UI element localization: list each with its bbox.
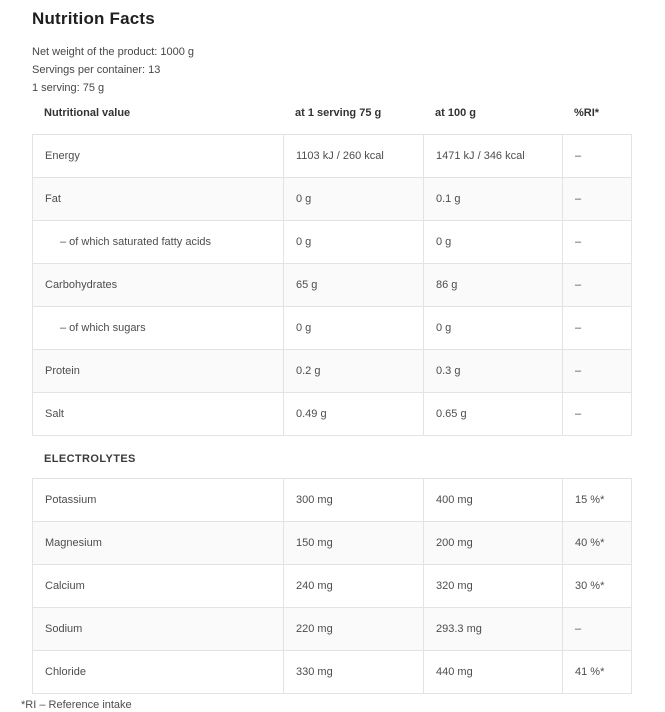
value-per-serving: 1103 kJ / 260 kcal	[283, 135, 423, 177]
value-per-100g: 1471 kJ / 346 kcal	[423, 135, 562, 177]
row-label: Magnesium	[45, 537, 102, 549]
value-per-serving: 0.2 g	[283, 350, 423, 392]
page-title: Nutrition Facts	[32, 9, 155, 28]
value-per-serving: 0 g	[283, 307, 423, 349]
value-per-serving: 65 g	[283, 264, 423, 306]
value-per-serving: 0 g	[283, 221, 423, 263]
value-per-serving: 150 mg	[283, 522, 423, 564]
value-ri: –	[562, 307, 631, 349]
row-label: Energy	[45, 150, 80, 162]
row-label: Chloride	[45, 666, 86, 678]
value-ri: 15 %*	[562, 479, 631, 521]
column-header-per-serving: at 1 serving 75 g	[295, 107, 382, 119]
table-row	[33, 607, 631, 650]
value-per-100g: 0 g	[423, 221, 562, 263]
value-ri: –	[562, 135, 631, 177]
value-per-100g: 293.3 mg	[423, 608, 562, 650]
row-label: Calcium	[45, 580, 85, 592]
row-label: – of which saturated fatty acids	[60, 236, 212, 248]
table-row	[33, 392, 631, 435]
table-row	[33, 349, 631, 392]
value-per-100g: 440 mg	[423, 651, 562, 693]
value-per-100g: 0.1 g	[423, 178, 562, 220]
table-row	[33, 521, 631, 564]
value-ri: –	[562, 350, 631, 392]
table-row	[33, 135, 631, 177]
value-ri: –	[562, 178, 631, 220]
value-per-100g: 400 mg	[423, 479, 562, 521]
value-ri: 30 %*	[562, 565, 631, 607]
net-weight-text: Net weight of the product: 1000 g	[32, 46, 195, 58]
table-row	[33, 650, 631, 693]
value-ri: 41 %*	[562, 651, 631, 693]
electrolytes-table	[32, 478, 632, 694]
reference-intake-footnote: *RI – Reference intake	[21, 699, 132, 711]
table-row	[33, 306, 631, 349]
nutrition-table	[32, 134, 632, 436]
value-per-100g: 320 mg	[423, 565, 562, 607]
value-ri: –	[562, 264, 631, 306]
electrolytes-section-heading: ELECTROLYTES	[44, 453, 136, 465]
table-row	[33, 564, 631, 607]
table-header-row	[32, 106, 633, 120]
table-row	[33, 177, 631, 220]
column-header-per-100g: at 100 g	[435, 107, 476, 119]
value-per-100g: 0 g	[423, 307, 562, 349]
value-per-serving: 330 mg	[283, 651, 423, 693]
row-label: Carbohydrates	[45, 279, 118, 291]
value-per-serving: 0.49 g	[283, 393, 423, 435]
servings-per-container-text: Servings per container: 13	[32, 64, 161, 76]
value-per-100g: 0.3 g	[423, 350, 562, 392]
row-label: – of which sugars	[60, 322, 146, 334]
value-ri: –	[562, 608, 631, 650]
value-ri: –	[562, 393, 631, 435]
column-header-nutritional-value: Nutritional value	[44, 107, 131, 119]
value-ri: –	[562, 221, 631, 263]
value-per-serving: 240 mg	[283, 565, 423, 607]
serving-size-text: 1 serving: 75 g	[32, 82, 105, 94]
row-label: Fat	[45, 193, 61, 205]
row-label: Salt	[45, 408, 64, 420]
row-label: Potassium	[45, 494, 97, 506]
row-label: Protein	[45, 365, 80, 377]
product-meta	[32, 43, 633, 97]
table-row	[33, 220, 631, 263]
table-row	[33, 263, 631, 306]
value-per-100g: 0.65 g	[423, 393, 562, 435]
value-ri: 40 %*	[562, 522, 631, 564]
value-per-100g: 200 mg	[423, 522, 562, 564]
value-per-serving: 300 mg	[283, 479, 423, 521]
table-row	[33, 479, 631, 521]
row-label: Sodium	[45, 623, 83, 635]
column-header-ri: %RI*	[574, 107, 600, 119]
value-per-serving: 220 mg	[283, 608, 423, 650]
value-per-100g: 86 g	[423, 264, 562, 306]
value-per-serving: 0 g	[283, 178, 423, 220]
